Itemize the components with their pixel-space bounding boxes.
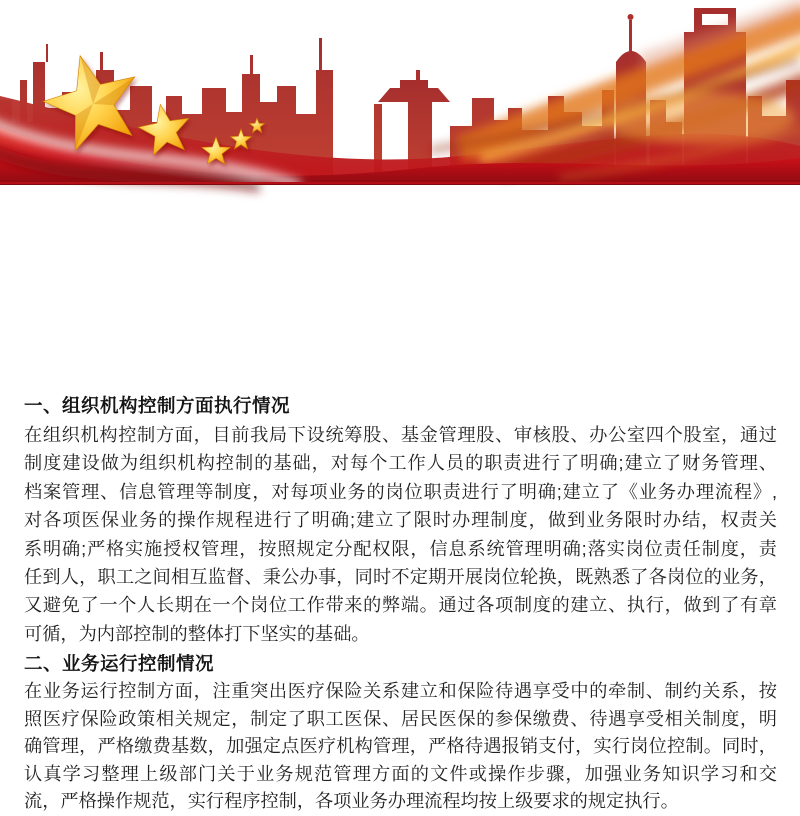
banner-bottom-hairline	[0, 184, 800, 185]
section-2-paragraph	[24, 678, 777, 816]
paragraph-line: 对各项医保业务的操作规程进行了明确;建立了限时办理制度，做到业务限时办结，权责关	[24, 510, 777, 531]
paragraph-line: 认真学习整理上级部门关于业务规范管理方面的文件或操作步骤，加强业务知识学习和交	[24, 763, 777, 784]
header-banner	[0, 0, 800, 185]
paragraph-line: 可循，为内部控制的整体打下坚实的基础。	[24, 623, 370, 644]
paragraph-line: 系明确;严格实施授权管理，按照规定分配权限，信息系统管理明确;落实岗位责任制度，责	[24, 538, 777, 559]
paragraph-line: 在组织机构控制方面，目前我局下设统筹股、基金管理股、审核股、办公室四个股室，通过	[24, 425, 777, 445]
paragraph-line: 制度建设做为组织机构控制的基础，对每个工作人员的职责进行了明确;建立了财务管理、	[24, 453, 777, 474]
skyline-stars-ribbon-graphic	[0, 0, 800, 182]
paragraph-line: 确管理，严格缴费基数，加强定点医疗机构管理，严格待遇报销支付，实行岗位控制。同时，	[24, 736, 777, 757]
section-2-heading: 二、业务运行控制情况	[24, 653, 215, 674]
paragraph-line: 流，严格操作规范，实行程序控制，各项业务办理流程均按上级要求的规定执行。	[24, 791, 679, 812]
paragraph-line: 在业务运行控制方面，注重突出医疗保险关系建立和保险待遇享受中的牵制、制约关系，按	[24, 681, 777, 701]
paragraph-line: 又避免了一个人长期在一个岗位工作带来的弊端。通过各项制度的建立、执行，做到了有章	[24, 595, 777, 616]
section-1-heading: 一、组织机构控制方面执行情况	[24, 395, 291, 416]
paragraph-line: 照医疗保险政策相关规定，制定了职工医保、居民医保的参保缴费、待遇享受相关制度，明	[24, 708, 777, 729]
section-1-paragraph	[24, 421, 777, 648]
paragraph-line: 档案管理、信息管理等制度，对每项业务的岗位职责进行了明确;建立了《业务办理流程》,	[24, 481, 777, 502]
paragraph-line: 任到人，职工之间相互监督、秉公办事，同时不定期开展岗位轮换，既熟悉了各岗位的业务，	[24, 566, 777, 587]
